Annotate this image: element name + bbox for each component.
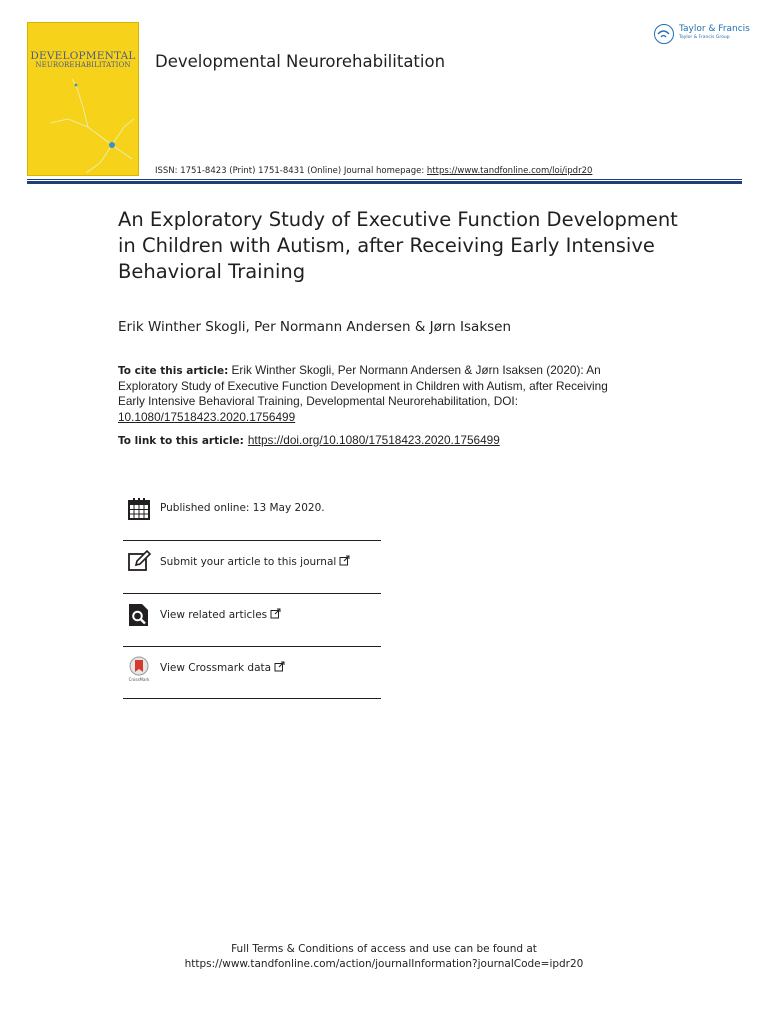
info-divider (123, 593, 381, 594)
citation-label: To cite this article: (118, 365, 229, 377)
external-link-icon (270, 608, 281, 619)
crossmark-label: View Crossmark data (160, 661, 285, 674)
citation-doi-link[interactable]: 10.1080/17518423.2020.1756499 (118, 409, 296, 424)
issn-text: ISSN: 1751-8423 (Print) 1751-8431 (Online) Journal homepage: (155, 166, 427, 176)
edit-icon (127, 550, 151, 574)
journal-homepage-link[interactable]: https://www.tandfonline.com/loi/ipdr20 (426, 166, 593, 176)
published-row (123, 497, 381, 549)
cover-title-line1: DEVELOPMENTAL (30, 50, 136, 62)
article-link-label: To link to this article: (118, 435, 244, 447)
publisher-logo-icon (654, 24, 674, 44)
external-link-icon (274, 661, 285, 672)
related-articles-label: View related articles (160, 608, 281, 621)
journal-title: Developmental Neurorehabilitation (155, 52, 446, 71)
calendar-icon (127, 497, 151, 521)
external-link-icon (339, 555, 350, 566)
info-divider (123, 698, 381, 699)
info-divider (123, 540, 381, 541)
document-search-icon (127, 603, 151, 627)
cover-title-line2: NEUROREHABILITATION (35, 61, 131, 70)
submit-article-link[interactable] (123, 550, 381, 602)
article-doi-url[interactable]: https://doi.org/10.1080/17518423.2020.1756499 (247, 433, 500, 447)
citation (118, 363, 618, 425)
crossmark-link[interactable] (123, 656, 381, 708)
published-date: Published online: 13 May 2020. (160, 502, 325, 514)
publisher-logo (654, 22, 750, 46)
footer-terms-url[interactable]: https://www.tandfonline.com/action/journalInformation?journalCode=ipdr20 (184, 958, 584, 970)
crossmark-badge-text: CrossMark (128, 677, 150, 682)
info-divider (123, 646, 381, 647)
publisher-name: Taylor & Francis (679, 24, 750, 34)
citation-text: Erik Winther Skogli, Per Normann Andersen & Jørn Isaksen (2020): An Exploratory Study of Executive Function Development in Children with Autism, after Receiving Early Intensive Behavioral Training, Developmental Neurorehabilitation, DOI: (118, 363, 608, 409)
journal-cover (27, 22, 139, 176)
submit-article-label: Submit your article to this journal (160, 555, 350, 568)
crossmark-icon (127, 656, 151, 682)
footer-terms: Full Terms & Conditions of access and use can be found at (231, 943, 537, 955)
neuron-illustration-icon (28, 23, 139, 176)
publisher-group: Taylor & Francis Group (679, 35, 730, 40)
issn-line (155, 166, 592, 176)
footer (0, 942, 768, 972)
article-title: An Exploratory Study of Executive Function Development in Children with Autism, after Receiving Early Intensive Behavioral Training (118, 208, 678, 283)
article-authors: Erik Winther Skogli, Per Normann Andersen & Jørn Isaksen (118, 319, 512, 335)
related-articles-link[interactable] (123, 603, 381, 655)
header-divider-thin (27, 179, 742, 180)
article-link (118, 433, 500, 447)
header-divider (27, 181, 742, 184)
